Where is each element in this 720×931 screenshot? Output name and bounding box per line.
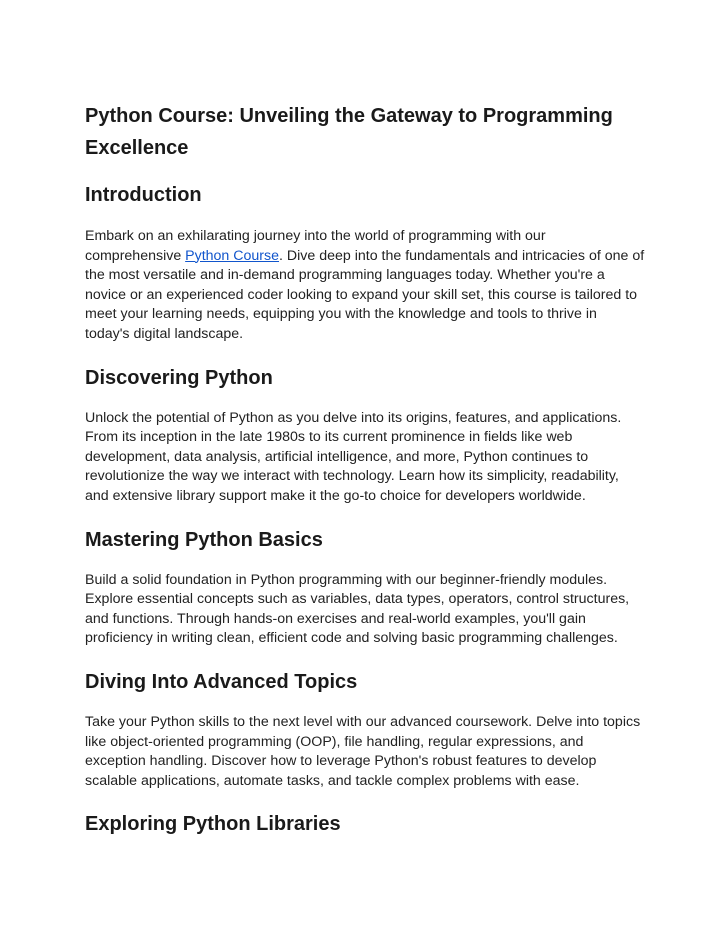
section-heading-introduction: Introduction [85,184,202,206]
section-heading-advanced-topics: Diving Into Advanced Topics [85,670,358,693]
document-page [85,100,645,838]
section-paragraph-discovering-python: Unlock the potential of Python as you delve into its origins, features, and applications. From its inception in the late 1980s to its current prominence in fields like web development, data analysis, artificial intelligence, and more, Python continues to revolutionize the way we interact with technology. Learn how its simplicity, readability, and extensive library support make it the go-to choice for developers worldwide. [85,409,622,504]
paragraph-text: Embark on an exhilarating journey into the world of programming with our comprehensive [85,228,546,264]
section-heading-python-libraries: Exploring Python Libraries [85,813,341,836]
document-title: Python Course: Unveiling the Gateway to Programming Excellence [85,105,613,159]
section-heading-mastering-basics: Mastering Python Basics [85,528,323,551]
section-heading-discovering-python: Discovering Python [85,366,273,389]
section-paragraph-introduction [85,227,645,345]
section-paragraph-advanced-topics: Take your Python skills to the next level with our advanced coursework. Delve into topics like object-oriented programming (OOP), file handling, regular expressions, and exception handling. Discover how to leverage Python's robust features to develop scalable applications, automate tasks, and tackle complex problems with ease. [85,713,641,789]
python-course-link[interactable]: Python Course [185,247,280,264]
section-paragraph-mastering-basics: Build a solid foundation in Python programming with our beginner-friendly modules. Explore essential concepts such as variables, data types, operators, control structures, and functions. Through hands-on exercises and real-world examples, you'll gain proficiency in writing clean, efficient code and solving basic programming challenges. [85,571,630,647]
paragraph-text: . Dive deep into the fundamentals and intricacies of one of the most versatile and in-demand programming languages today. Whether you're a novice or an experienced coder looking to expand your skill set, this course is tailored to meet your learning needs, equipping you with the knowledge and tools to thrive in today's digital landscape. [85,247,645,342]
